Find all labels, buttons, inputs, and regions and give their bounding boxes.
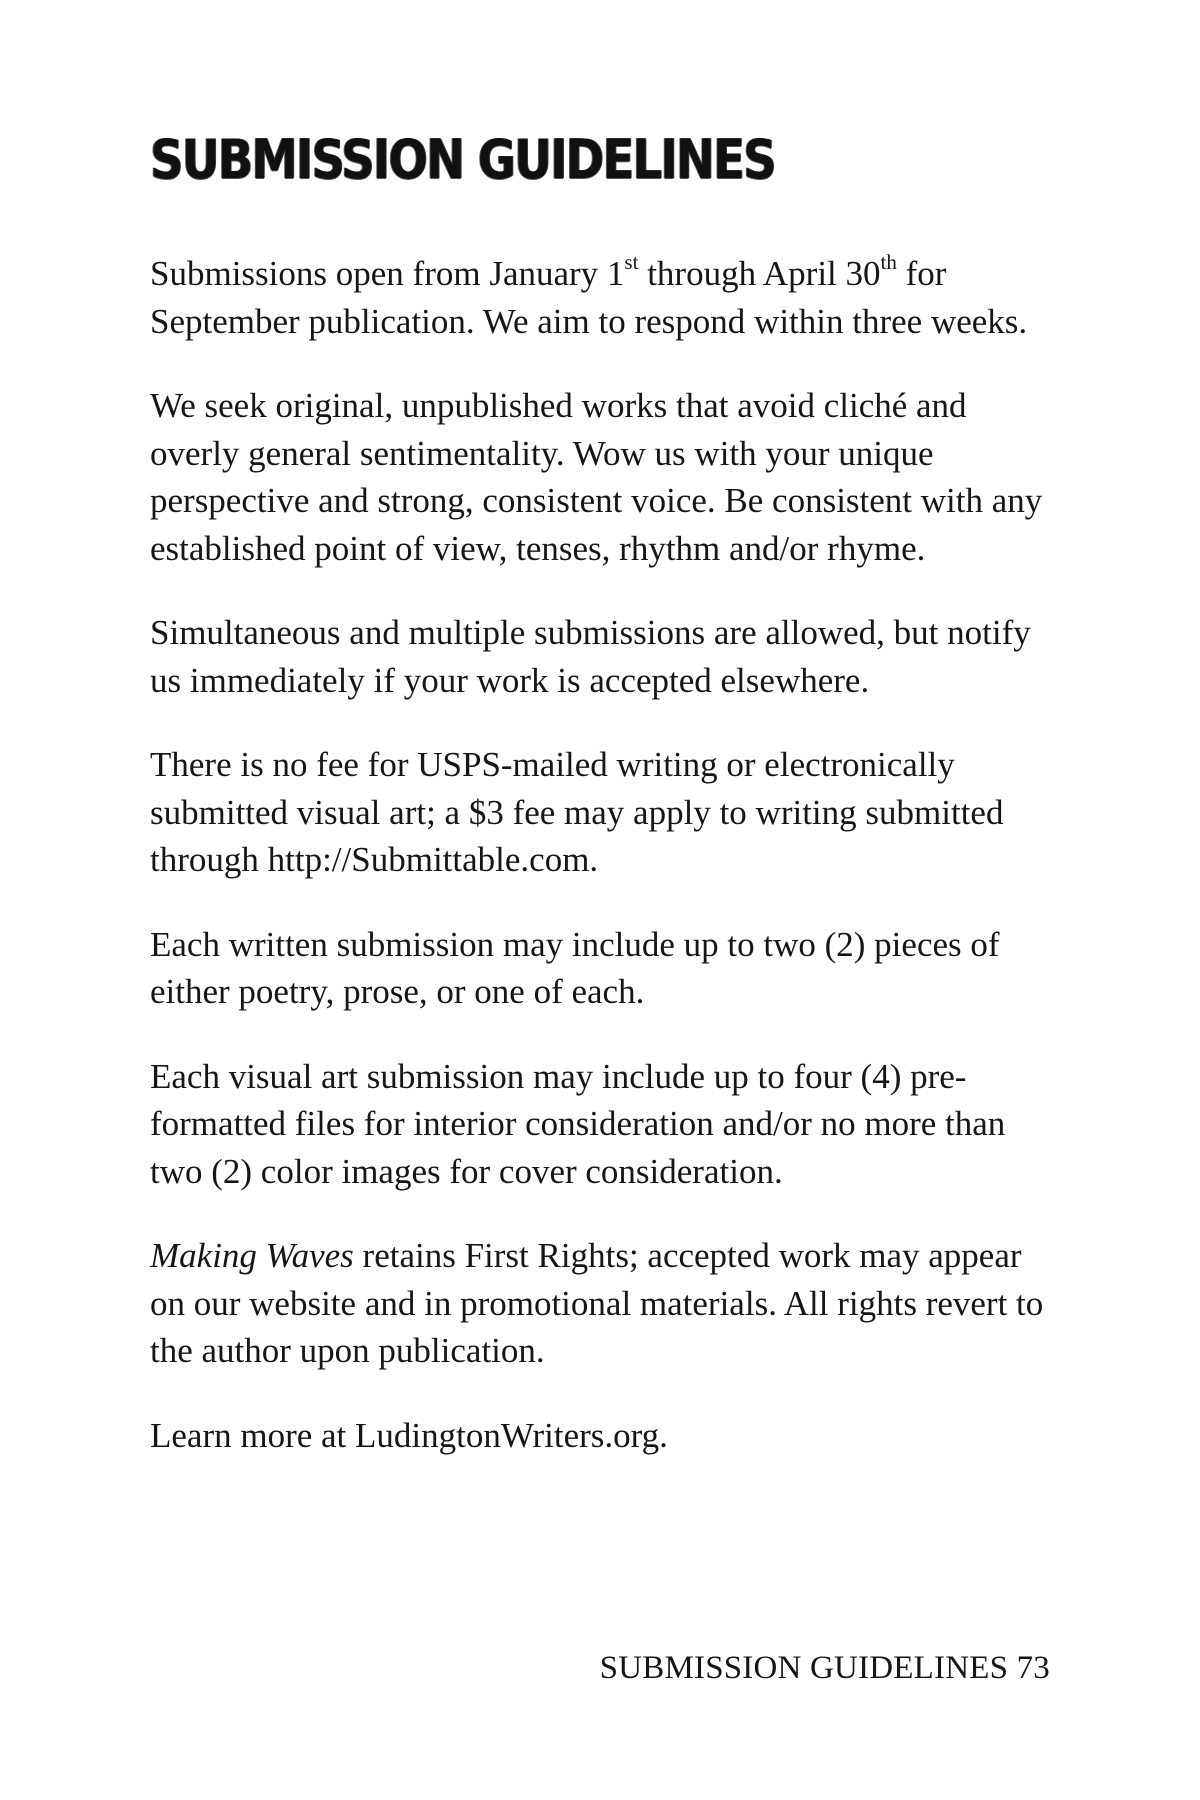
paragraph-text: through April 30 <box>638 254 881 293</box>
paragraph-text: for September publication. We aim to respond within three weeks. <box>150 254 1028 341</box>
ordinal-suffix: st <box>624 250 639 275</box>
paragraph-what-we-seek: We seek original, unpublished works that avoid cliché and overly general sentimentality. Wow us with your unique perspective and strong, consistent voice. Be consistent with any established point of view, tenses, rhythm and/or rhyme. <box>150 386 1043 568</box>
page-number: 73 <box>1016 1650 1050 1686</box>
publication-title: Making Waves <box>150 1236 354 1275</box>
guidelines-body <box>150 250 1050 1496</box>
paragraph-submission-period <box>150 250 1050 345</box>
paragraph-learn-more: Learn more at LudingtonWriters.org. <box>150 1415 668 1455</box>
ordinal-suffix: th <box>880 250 897 275</box>
paragraph-rights <box>150 1232 1050 1375</box>
paragraph-written-submission-limits: Each written submission may include up to two (2) pieces of either poetry, prose, or one of each. <box>150 924 1000 1011</box>
paragraph-visual-art-limits: Each visual art submission may include up to four (4) pre-formatted files for interior consideration and/or no more than two (2) color images for cover consideration. <box>150 1056 1006 1191</box>
page-footer <box>600 1650 1050 1687</box>
paragraph-fees: There is no fee for USPS-mailed writing or electronically submitted visual art; a $3 fee may apply to writing submitted through http://Submittable.com. <box>150 745 1004 879</box>
running-head: SUBMISSION GUIDELINES <box>599 1650 1009 1686</box>
paragraph-text: Submissions open from January 1 <box>150 254 625 293</box>
paragraph-text: retains First Rights; accepted work may appear on our website and in promotional materials. All rights revert to the author upon publication. <box>150 1236 1044 1370</box>
page-title: SUBMISSION GUIDELINES <box>150 128 775 191</box>
paragraph-simultaneous-submissions: Simultaneous and multiple submissions are allowed, but notify us immediately if your work is accepted elsewhere. <box>150 613 1031 700</box>
